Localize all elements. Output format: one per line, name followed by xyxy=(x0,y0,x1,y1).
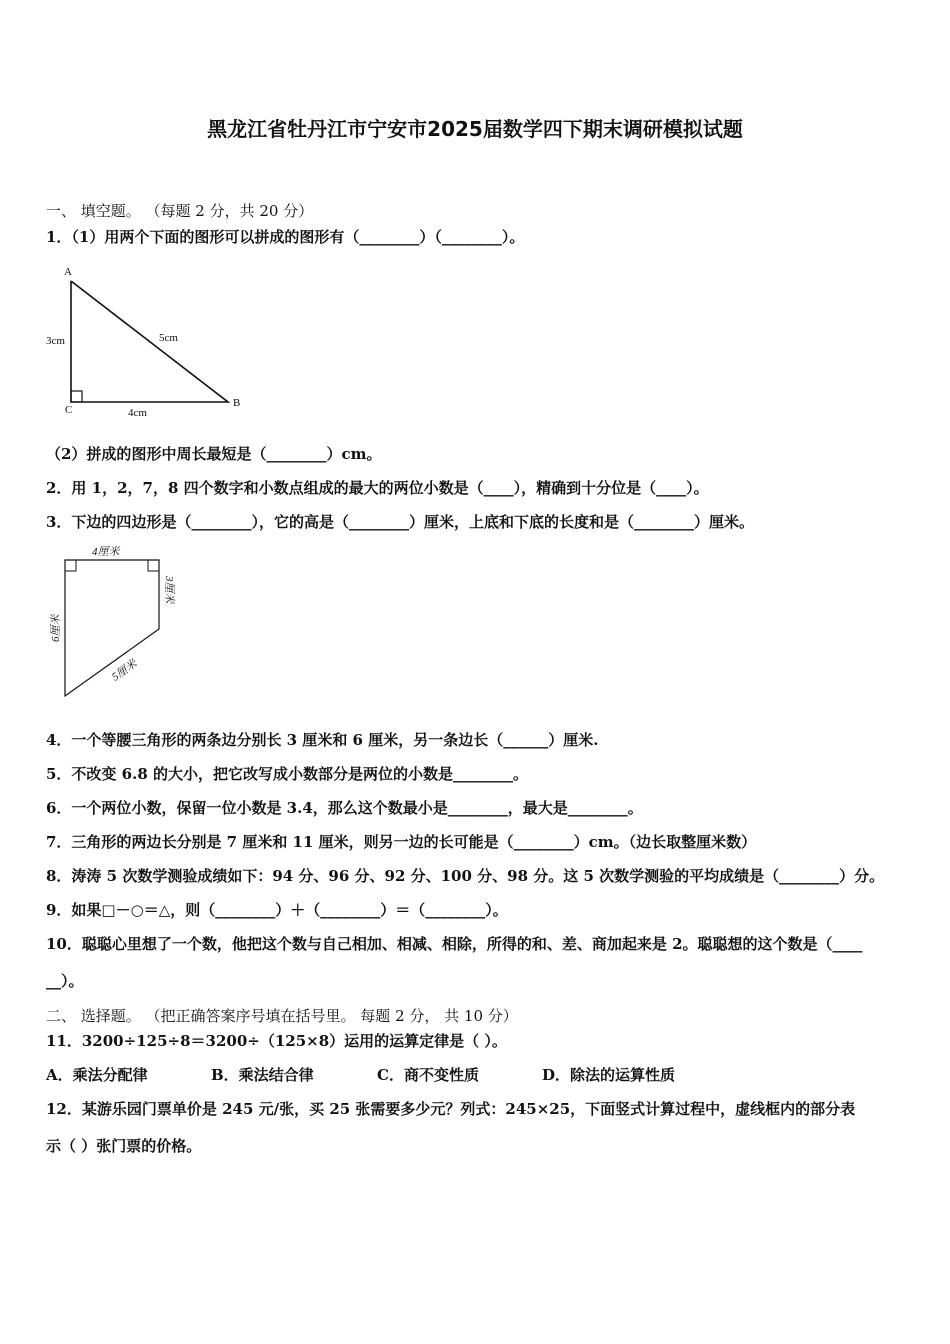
vertex-b-label: B xyxy=(233,397,241,409)
side-ab-label: 5cm xyxy=(159,332,178,344)
question-5: 5．不改变 6.8 的大小，把它改写成小数部分是两位的小数是________。 xyxy=(46,765,528,783)
trapezoid-figure xyxy=(40,540,190,700)
section-1-header: 一、 填空题。 （每题 2 分，共 20 分） xyxy=(46,202,314,220)
question-4: 4．一个等腰三角形的两条边分别长 3 厘米和 6 厘米，另一条边长（______）厘米. xyxy=(46,731,599,749)
page-title: 黑龙江省牡丹江市宁安市2025届数学四下期末调研模拟试题 xyxy=(207,117,743,141)
question-1-part-2: （2）拼成的图形中周长最短是（________）cm。 xyxy=(46,445,382,463)
slant-side-label: 5厘米 xyxy=(109,657,140,684)
question-12-line-1: 12．某游乐园门票单价是 245 元/张，买 25 张需要多少元？列式：245×25，下面竖式计算过程中，虚线框内的部分表 xyxy=(46,1100,856,1118)
question-6: 6．一个两位小数，保留一位小数是 3.4，那么这个数最小是________，最大是________。 xyxy=(46,799,643,817)
side-cb-label: 4cm xyxy=(128,407,147,419)
left-side-label: 6厘米 xyxy=(50,614,62,642)
question-11: 11．3200÷125÷8＝3200÷（125×8）运用的运算定律是（ ）。 xyxy=(46,1032,507,1050)
right-angle-mark xyxy=(71,391,82,402)
section-2-header: 二、 选择题。 （把正确答案序号填在括号里。 每题 2 分， 共 10 分） xyxy=(46,1007,518,1025)
right-angle-mark-right xyxy=(148,560,159,571)
question-11-option-d: D．除法的运算性质 xyxy=(542,1066,676,1084)
question-3: 3．下边的四边形是（________），它的高是（________）厘米，上底和下底的长度和是（________）厘米。 xyxy=(46,513,754,531)
question-11-option-a: A．乘法分配律 xyxy=(46,1066,148,1084)
question-12-line-2: 示（ ）张门票的价格。 xyxy=(46,1137,202,1155)
vertex-c-label: C xyxy=(65,404,73,416)
side-ac-label: 3cm xyxy=(46,335,65,347)
vertex-a-label: A xyxy=(64,266,72,278)
right-side-label: 3厘米 xyxy=(163,576,175,604)
question-9: 9．如果□－○＝△，则（________）＋（________）＝（________）。 xyxy=(46,901,508,919)
triangle-outline xyxy=(71,281,228,402)
question-1: 1．（1）用两个下面的图形可以拼成的图形有（________）（________）。 xyxy=(46,228,525,246)
right-angle-mark-left xyxy=(65,560,76,571)
question-11-option-b: B．乘法结合律 xyxy=(211,1066,314,1084)
right-triangle-figure xyxy=(40,262,240,422)
top-side-label: 4厘米 xyxy=(92,546,120,558)
question-10-line-1: 10．聪聪心里想了一个数，他把这个数与自己相加、相减、相除，所得的和、差、商加起来是 2。聪聪想的这个数是（____ xyxy=(46,935,863,953)
question-11-option-c: C．商不变性质 xyxy=(377,1066,479,1084)
question-8: 8．涛涛 5 次数学测验成绩如下：94 分、96 分、92 分、100 分、98 分。这 5 次数学测验的平均成绩是（________）分。 xyxy=(46,867,885,885)
question-7: 7．三角形的两边长分别是 7 厘米和 11 厘米，则另一边的长可能是（________）cm。（边长取整厘米数） xyxy=(46,833,757,851)
question-10-line-2: __）。 xyxy=(46,972,84,990)
question-2: 2．用 1，2，7，8 四个数字和小数点组成的最大的两位小数是（____），精确到十分位是（____）。 xyxy=(46,479,709,497)
